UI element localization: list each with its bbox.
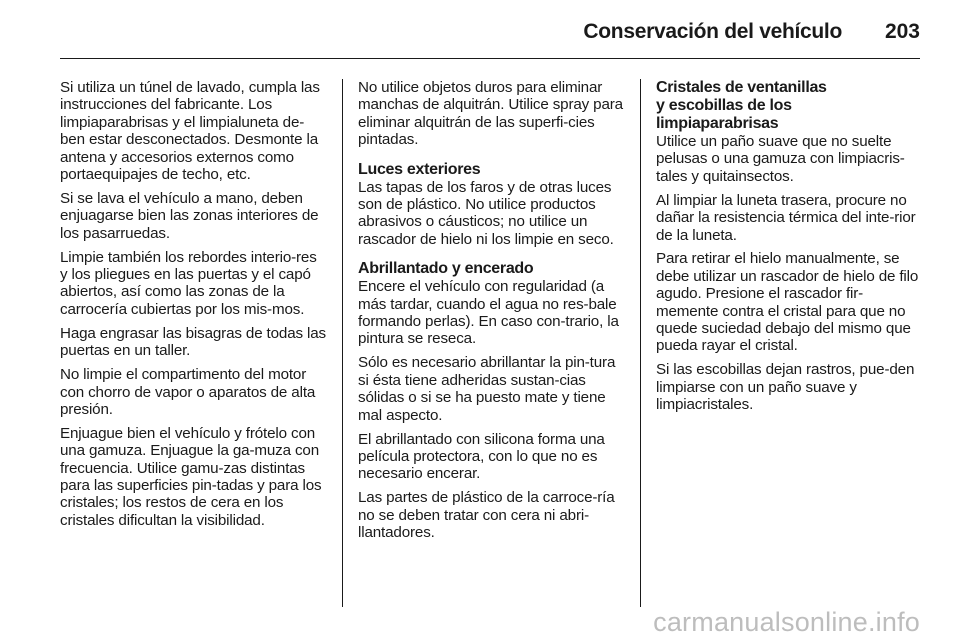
paragraph: Sólo es necesario abrillantar la pin-tura si ésta tiene adheridas sustan-cias sólidas o si se ha puesto mate y tiene mal aspecto.: [358, 354, 616, 424]
paragraph: No utilice objetos duros para eliminar manchas de alquitrán. Utilice spray para eliminar alquitrán de las superfi-cies pintadas.: [358, 79, 623, 149]
page-header: [60, 0, 920, 59]
text-column-3: [656, 79, 924, 420]
section-heading-polishing-waxing: Abrillantado y encerado: [358, 260, 534, 278]
section-heading-exterior-lights: Luces exteriores: [358, 160, 481, 178]
page-number: 203: [884, 20, 920, 43]
heading-line: Cristales de ventanillas: [656, 79, 827, 96]
text-column-2: [358, 79, 626, 548]
paragraph: Haga engrasar las bisagras de todas las puertas en un taller.: [60, 324, 326, 360]
paragraph: Si se lava el vehículo a mano, deben enjuagarse bien las zonas interiores de los pasarruedas.: [60, 189, 319, 242]
paragraph: Utilice un paño suave que no suelte pelusas o una gamuza con limpiacris-tales y quitainsectos.: [656, 133, 905, 185]
chapter-title: Conservación del vehículo: [583, 20, 842, 43]
paragraph: Las tapas de los faros y de otras luces son de plástico. No utilice productos abrasivos o cáusticos; no utilice un rascador de hielo ni los limpie en seco.: [358, 178, 614, 248]
heading-line: y escobillas de los: [656, 97, 792, 114]
section-heading-windows-wipers: [656, 79, 924, 133]
paragraph: Enjuague bien el vehículo y frótelo con una gamuza. Enjuague la ga-muza con frecuencia. Utilice gamu-zas distintas para las superficies pin-tadas y para los cristales; los restos de cera en los cristales dificultan la visibilidad.: [60, 424, 322, 529]
paragraph: Si utiliza un túnel de lavado, cumpla las instrucciones del fabricante. Los limpiaparabrisas y el limpialuneta de-ben estar desconectados. Desmonte la antena y accesorios externos como portaequipajes de techo, etc.: [60, 79, 320, 184]
paragraph: Al limpiar la luneta trasera, procure no dañar la resistencia térmica del inte-rior de la luneta.: [656, 191, 916, 244]
paragraph: Para retirar el hielo manualmente, se debe utilizar un rascador de hielo de filo agudo. Presione el rascador fir-memente contra el cristal para que no quede suciedad debajo del mismo que pueda rayar el cristal.: [656, 250, 919, 355]
paragraph: Limpie también los rebordes interio-res y los pliegues en las puertas y el capó abiertos, así como las zonas de la carrocería cubiertas por los mis-mos.: [60, 248, 317, 318]
paragraph: Encere el vehículo con regularidad (a más tardar, cuando el agua no res-bale formando perlas). En caso con-trario, la pintura se reseca.: [358, 278, 619, 348]
paragraph: No limpie el compartimento del motor con chorro de vapor o aparatos de alta presión.: [60, 366, 316, 418]
paragraph: Si las escobillas dejan rastros, pue-den limpiarse con un paño suave y limpiacristales.: [656, 361, 915, 414]
column-divider: [640, 79, 641, 607]
paragraph: El abrillantado con silicona forma una película protectora, con lo que no es necesario encerar.: [358, 430, 605, 483]
heading-line: limpiaparabrisas: [656, 115, 779, 132]
text-column-1: [60, 79, 328, 536]
site-watermark: carmanualsonline.info: [653, 607, 920, 637]
column-divider: [342, 79, 343, 607]
paragraph: Las partes de plástico de la carroce-ría no se deben tratar con cera ni abri-llantadores.: [358, 489, 615, 542]
